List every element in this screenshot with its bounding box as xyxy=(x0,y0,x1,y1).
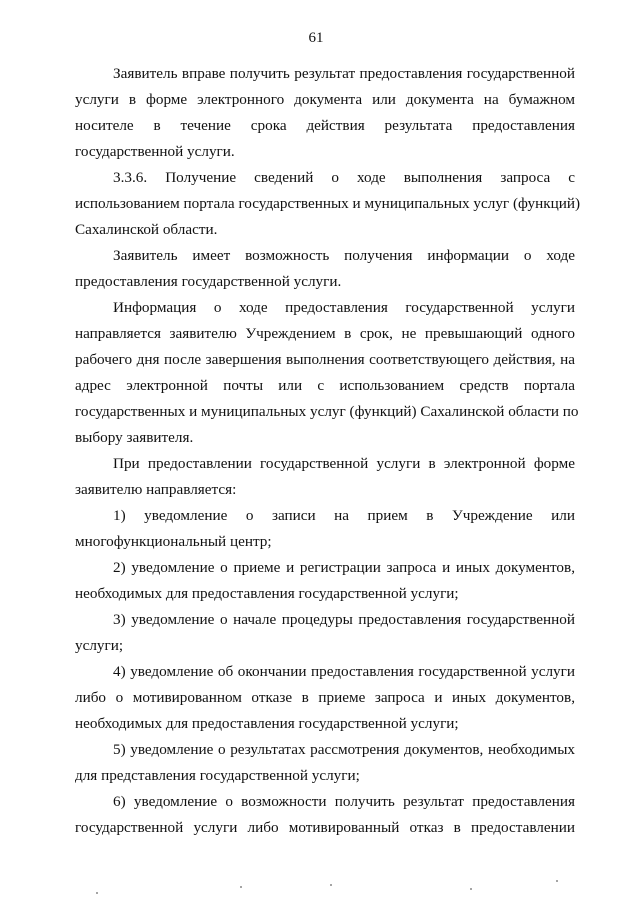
list-item-line: необходимых для предоставления государственной услуги; xyxy=(75,715,459,732)
list-item-line: многофункциональный центр; xyxy=(75,533,272,550)
list-item-line: необходимых для предоставления государственной услуги; xyxy=(75,585,459,602)
list-item-line: 1) уведомление о записи на прием в Учреждение или xyxy=(113,507,575,524)
paragraph-line: услуги в форме электронного документа или документа на бумажном xyxy=(75,91,575,108)
paragraph-line: рабочего дня после завершения выполнения соответствующего действия, на xyxy=(75,351,575,368)
paragraph-line: выбору заявителя. xyxy=(75,429,194,446)
paragraph-line: использованием портала государственных и муниципальных услуг (функций) xyxy=(75,195,581,212)
paragraph-line: При предоставлении государственной услуги в электронной форме xyxy=(113,455,575,472)
paragraph-line: Информация о ходе предоставления государственной услуги xyxy=(113,299,575,316)
scan-speck xyxy=(556,880,558,882)
list-item-line: государственной услуги либо мотивированный отказ в предоставлении xyxy=(75,819,575,836)
section-heading-line: 3.3.6. Получение сведений о ходе выполнения запроса с xyxy=(113,169,575,186)
paragraph-line: носителе в течение срока действия результата предоставления xyxy=(75,117,575,134)
paragraph-line: государственных и муниципальных услуг (функций) Сахалинской области по xyxy=(75,403,579,420)
list-item-line: 6) уведомление о возможности получить результат предоставления xyxy=(113,793,575,810)
paragraph-line: адрес электронной почты или с использованием средств портала xyxy=(75,377,575,394)
list-item-line: 4) уведомление об окончании предоставления государственной услуги xyxy=(113,663,575,680)
paragraph-line: Заявитель вправе получить результат предоставления государственной xyxy=(113,65,575,82)
scan-speck xyxy=(96,892,98,894)
paragraph-line: предоставления государственной услуги. xyxy=(75,273,342,290)
list-item-line: 3) уведомление о начале процедуры предоставления государственной xyxy=(113,611,575,628)
scan-speck xyxy=(240,886,242,888)
list-item-line: для представления государственной услуги; xyxy=(75,767,360,784)
paragraph-line: направляется заявителю Учреждением в срок, не превышающий одного xyxy=(75,325,575,342)
paragraph-line: заявителю направляется: xyxy=(75,481,237,498)
paragraph-line: Сахалинской области. xyxy=(75,221,218,238)
scan-speck xyxy=(470,888,472,890)
list-item-line: услуги; xyxy=(75,637,124,654)
paragraph-line: Заявитель имеет возможность получения информации о ходе xyxy=(113,247,575,264)
list-item-line: 2) уведомление о приеме и регистрации запроса и иных документов, xyxy=(113,559,575,576)
scan-speck xyxy=(330,884,332,886)
list-item-line: 5) уведомление о результатах рассмотрения документов, необходимых xyxy=(113,741,575,758)
paragraph-line: государственной услуги. xyxy=(75,143,235,160)
page-number: 61 xyxy=(308,30,324,46)
list-item-line: либо о мотивированном отказе в приеме запроса и иных документов, xyxy=(75,689,575,706)
